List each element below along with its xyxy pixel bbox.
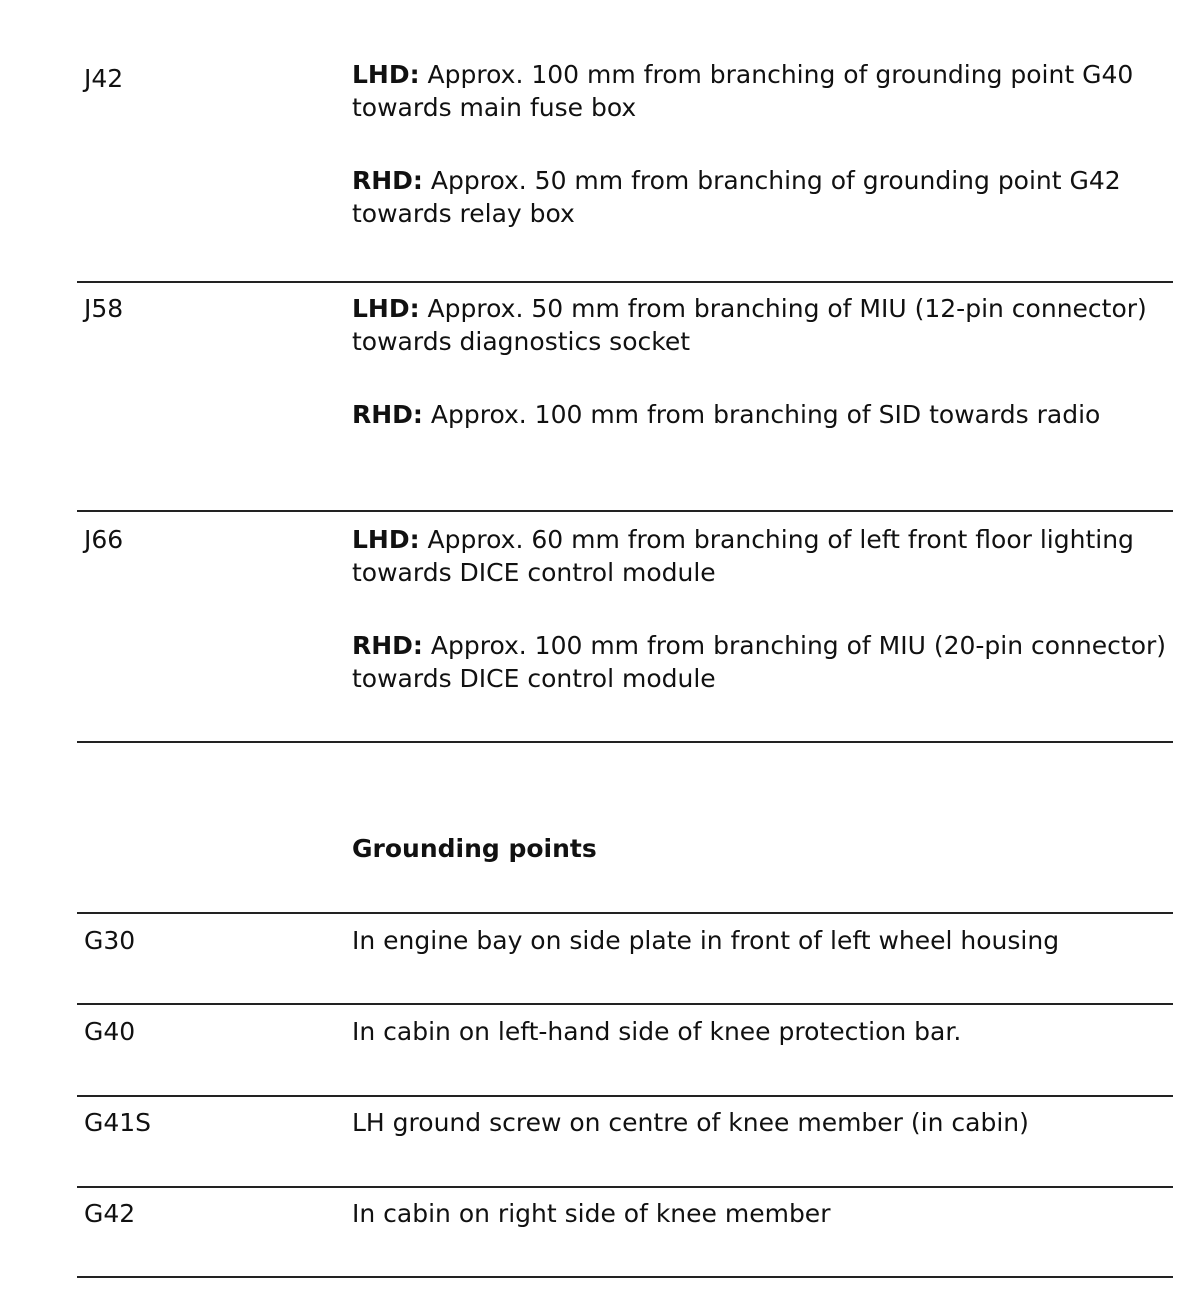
grounding-description: In cabin on right side of knee member [352, 1199, 831, 1228]
row-divider [77, 741, 1173, 743]
grounding-description: In engine bay on side plate in front of left wheel housing [352, 926, 1060, 955]
junction-description [352, 58, 1174, 230]
rhd-label: RHD: [352, 400, 423, 429]
lhd-entry [352, 58, 1174, 124]
lhd-label: LHD: [352, 60, 420, 89]
rhd-entry [352, 164, 1174, 230]
grounding-code: G40 [84, 1017, 136, 1046]
grounding-code: G41S [84, 1108, 152, 1137]
lhd-label: LHD: [352, 294, 420, 323]
grounding-description: LH ground screw on centre of knee member (in cabin) [352, 1108, 1029, 1137]
rhd-text: Approx. 100 mm from branching of SID towards radio [422, 400, 1101, 429]
rhd-entry [352, 629, 1174, 695]
lhd-entry [352, 523, 1174, 589]
rhd-label: RHD: [352, 166, 423, 195]
row-divider [77, 510, 1173, 512]
lhd-text: Approx. 50 mm from branching of MIU (12-pin connector) towards diagnostics socket [352, 294, 1147, 356]
rhd-text: Approx. 100 mm from branching of MIU (20-pin connector) towards DICE control module [352, 631, 1167, 693]
row-divider [77, 281, 1173, 283]
grounding-code: G42 [84, 1199, 136, 1228]
lhd-entry [352, 292, 1174, 358]
junction-description [352, 523, 1174, 695]
grounding-description: In cabin on left-hand side of knee protection bar. [352, 1017, 962, 1046]
section-heading: Grounding points [352, 834, 597, 863]
junction-code: J66 [84, 525, 124, 554]
grounding-code: G30 [84, 926, 136, 955]
row-divider [77, 1003, 1173, 1005]
rhd-label: RHD: [352, 631, 423, 660]
lhd-text: Approx. 100 mm from branching of grounding point G40 towards main fuse box [352, 60, 1134, 122]
lhd-text: Approx. 60 mm from branching of left front floor lighting towards DICE control module [352, 525, 1134, 587]
rhd-entry [352, 398, 1174, 431]
junction-code: J42 [84, 64, 124, 93]
rhd-text: Approx. 50 mm from branching of grounding point G42 towards relay box [352, 166, 1121, 228]
junction-code: J58 [84, 294, 124, 323]
junction-description [352, 292, 1174, 431]
row-divider [77, 912, 1173, 914]
lhd-label: LHD: [352, 525, 420, 554]
row-divider [77, 1186, 1173, 1188]
row-divider [77, 1276, 1173, 1278]
row-divider [77, 1095, 1173, 1097]
